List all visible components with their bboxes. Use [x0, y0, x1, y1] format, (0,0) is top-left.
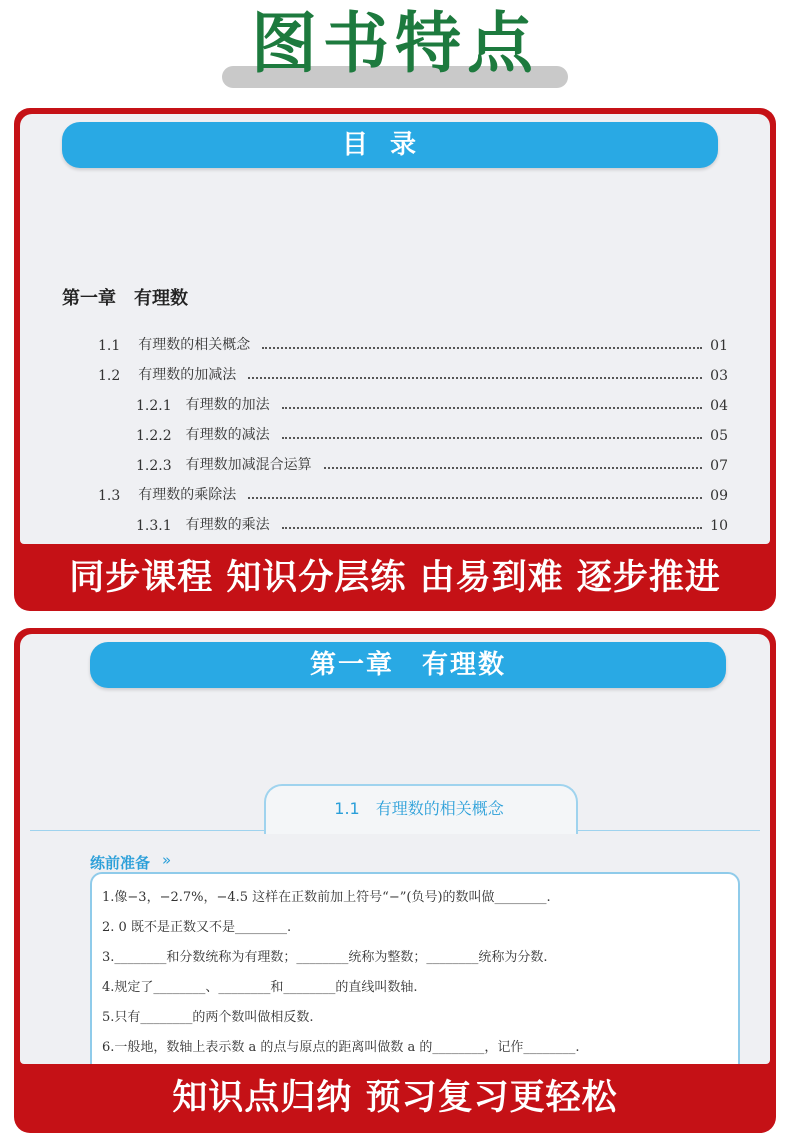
feature-banner: 知识点归纳 预习复习更轻松 — [172, 1078, 618, 1118]
question-item: 4.规定了________、________和________的直线叫数轴. — [102, 980, 418, 995]
toc-leader-dots — [282, 437, 703, 439]
toc-entry-page: 04 — [710, 398, 728, 414]
section-title: 1.1 有理数的相关概念 — [334, 799, 504, 818]
toc-entry-title: 有理数的乘除法 — [138, 487, 237, 503]
toc-leader-dots — [282, 407, 703, 409]
toc-entry-number: 1.2 — [98, 368, 121, 384]
chapter-title-pill: 第一章 有理数 — [90, 642, 726, 688]
toc-entry-number: 1.1 — [98, 338, 121, 354]
chapter-page — [20, 634, 770, 1064]
toc-entry-number: 1.3.1 — [136, 518, 172, 534]
question-item: 5.只有________的两个数叫做相反数. — [102, 1010, 314, 1025]
question-box — [90, 872, 740, 1064]
toc-leader-dots — [248, 497, 702, 499]
toc-entry-number: 1.2.1 — [136, 398, 172, 414]
toc-entry-title: 有理数的乘法 — [185, 517, 270, 533]
toc-entry-number: 1.3 — [98, 488, 121, 504]
page-title: 图书特点 — [251, 5, 539, 82]
toc-entry[interactable] — [136, 510, 728, 534]
toc-entry-page: 05 — [710, 428, 728, 444]
question-item: 6.一般地，数轴上表示数 a 的点与原点的距离叫做数 a 的________，记作________. — [102, 1040, 580, 1055]
toc-entry[interactable] — [98, 480, 728, 504]
toc-entry[interactable] — [98, 330, 728, 354]
question-item: 3.________和分数统称为有理数；________统称为整数；________统称为分数. — [102, 950, 548, 965]
toc-entry-title: 有理数的相关概念 — [138, 337, 251, 353]
toc-page — [20, 114, 770, 544]
toc-chapter-heading: 第一章 有理数 — [62, 288, 188, 309]
prep-label: 练前准备 — [90, 854, 151, 872]
toc-entry-page: 09 — [710, 488, 728, 504]
toc-leader-dots — [262, 347, 702, 349]
toc-leader-dots — [248, 377, 702, 379]
toc-entry-page: 07 — [710, 458, 728, 474]
toc-entry-number: 1.2.3 — [136, 458, 172, 474]
toc-entry[interactable] — [136, 450, 728, 474]
toc-entry[interactable] — [98, 360, 728, 384]
toc-entry-number: 1.2.2 — [136, 428, 172, 444]
toc-entry-page: 03 — [710, 368, 728, 384]
toc-entry[interactable] — [136, 420, 728, 444]
toc-entry-title: 有理数加减混合运算 — [185, 457, 312, 473]
question-item: 2. 0 既不是正数又不是________. — [102, 920, 292, 935]
double-chevron-icon: » — [162, 851, 172, 869]
toc-entry-title: 有理数的加减法 — [138, 367, 237, 383]
toc-leader-dots — [282, 527, 703, 529]
toc-entry-page: 10 — [710, 518, 728, 534]
toc-panel — [14, 108, 776, 611]
toc-entry[interactable] — [136, 390, 728, 414]
toc-leader-dots — [324, 467, 703, 469]
toc-entry-title: 有理数的减法 — [185, 427, 270, 443]
toc-entry-page: 01 — [710, 338, 728, 354]
toc-entry-title: 有理数的加法 — [185, 397, 270, 413]
chapter-panel — [14, 628, 776, 1133]
question-item: 1.像−3，−2.7%，−4.5 这样在正数前加上符号“−”(负号)的数叫做________. — [102, 890, 551, 905]
feature-banner: 同步课程 知识分层练 由易到难 逐步推进 — [69, 558, 721, 598]
toc-title-pill: 目录 — [62, 122, 718, 168]
